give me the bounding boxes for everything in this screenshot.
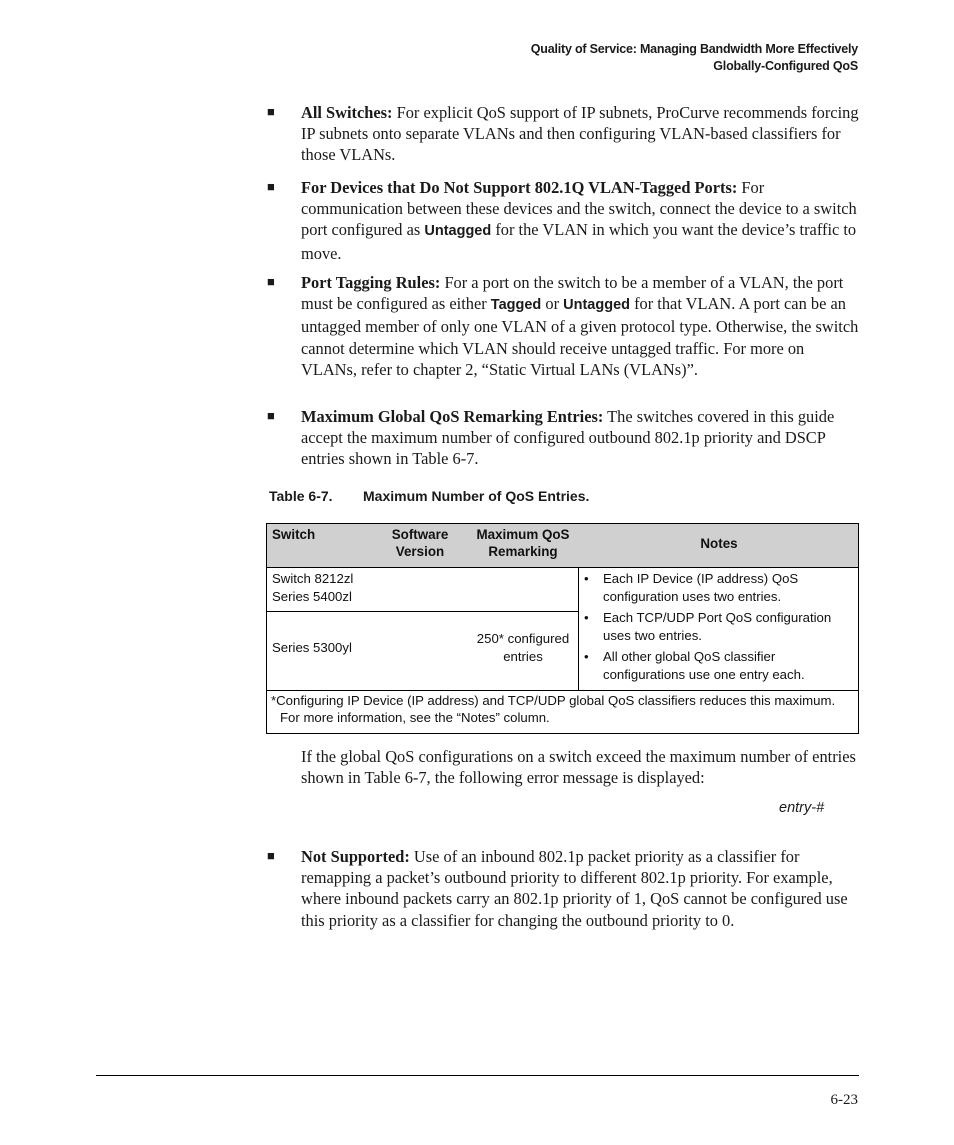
bullet-dot-icon: • [584,649,589,664]
keyword-untagged: Untagged [563,297,630,314]
bullet-text [301,177,859,264]
bullet-text [301,846,859,931]
header-section-title: Globally-Configured QoS [713,59,858,73]
row-divider [267,690,858,691]
bullet-dot-icon: • [584,571,589,586]
note-text: All other global QoS classifier configurations use one entry each. [603,649,805,682]
bullet-square-icon: ■ [267,179,275,194]
bullet-square-icon: ■ [267,104,275,119]
table-cell-switch [272,570,353,606]
error-message-text: entry-# [779,800,825,816]
table-caption [269,488,589,504]
bullet-dot-icon: • [584,610,589,625]
bullet-text [301,102,859,166]
running-header [531,41,858,75]
header-notes: Notes [700,536,738,551]
bullet-body: The switches covered in this guide accept the maximum number of configured outbound 802.1p priority and DSCP entries shown in Table 6-7. [301,407,835,469]
bullet-body: for the VLAN in which you want the device’s traffic to move. [301,220,857,263]
table-cell-max-entries: 250* configured entries [476,631,570,664]
bullet-body: For communication between these devices and the switch, connect the device to a switch port configured as [301,178,857,240]
bullet-body: For explicit QoS support of IP subnets, ProCurve recommends forcing IP subnets onto separate VLANs and then configuring VLAN-based classifiers for those VLANs. [301,103,859,165]
bullet-lead: Port Tagging Rules: [301,273,441,292]
qos-entries-table [266,523,859,734]
table-number: Table 6-7. [269,488,333,504]
table-header-row [267,524,858,568]
bullet-square-icon: ■ [267,848,275,863]
bullet-lead: For Devices that Do Not Support 802.1Q VLAN-Tagged Ports: [301,178,738,197]
table-footnote: *Configuring IP Device (IP address) and TCP/UDP global QoS classifiers reduces this maximum. For more information, see the “Notes” column. [271,693,836,725]
switch-model: Switch 8212zl [272,571,354,586]
bullet-body: Use of an inbound 802.1p packet priority as a classifier for remapping a packet’s outbound priority to different 802.1p priority. For example, where inbound packets carry an 802.1p priority of 1, QoS cannot be configured use this priority as a classifier for changing the outbound priority to 0. [301,847,848,930]
bullet-lead: All Switches: [301,103,393,122]
keyword-untagged: Untagged [424,223,492,240]
row-divider [267,611,578,612]
note-text: Each TCP/UDP Port QoS configuration uses two entries. [603,610,832,643]
bullet-square-icon: ■ [267,274,275,289]
table-title: Maximum Number of QoS Entries. [363,488,590,504]
switch-model: Series 5400zl [272,589,352,604]
bullet-text [301,272,859,380]
page-number: 6-23 [830,1092,858,1108]
footer-rule [96,1075,859,1076]
bullet-body: or [541,294,564,314]
column-divider [578,568,579,690]
bullet-text [301,406,859,470]
error-explanation-paragraph: If the global QoS configurations on a switch exceed the maximum number of entries shown in Table 6-7, the following error message is displayed: [301,747,856,788]
note-text: Each IP Device (IP address) QoS configuration uses two entries. [603,571,799,604]
header-max-qos-remarking: Maximum QoS Remarking [476,527,570,559]
bullet-lead: Not Supported: [301,847,410,866]
keyword-tagged: Tagged [490,297,542,314]
bullet-body: for that VLAN. A port can be an untagged member of only one VLAN of a given protocol type. Otherwise, the switch cannot determine which VLAN should receive untagged traffic. For more on VLANs, refer to chapter 2, “Static Virtual LANs (VLANs)”. [301,294,859,379]
bullet-lead: Maximum Global QoS Remarking Entries: [301,407,604,426]
header-switch: Switch [272,527,316,542]
bullet-body: For a port on the switch to be a member of a VLAN, the port must be configured as either [301,273,844,314]
header-software-version: Software Version [391,527,449,559]
header-chapter-title: Quality of Service: Managing Bandwidth More Effectively [530,42,858,56]
bullet-square-icon: ■ [267,408,275,423]
table-cell-switch: Series 5300yl [272,640,352,655]
